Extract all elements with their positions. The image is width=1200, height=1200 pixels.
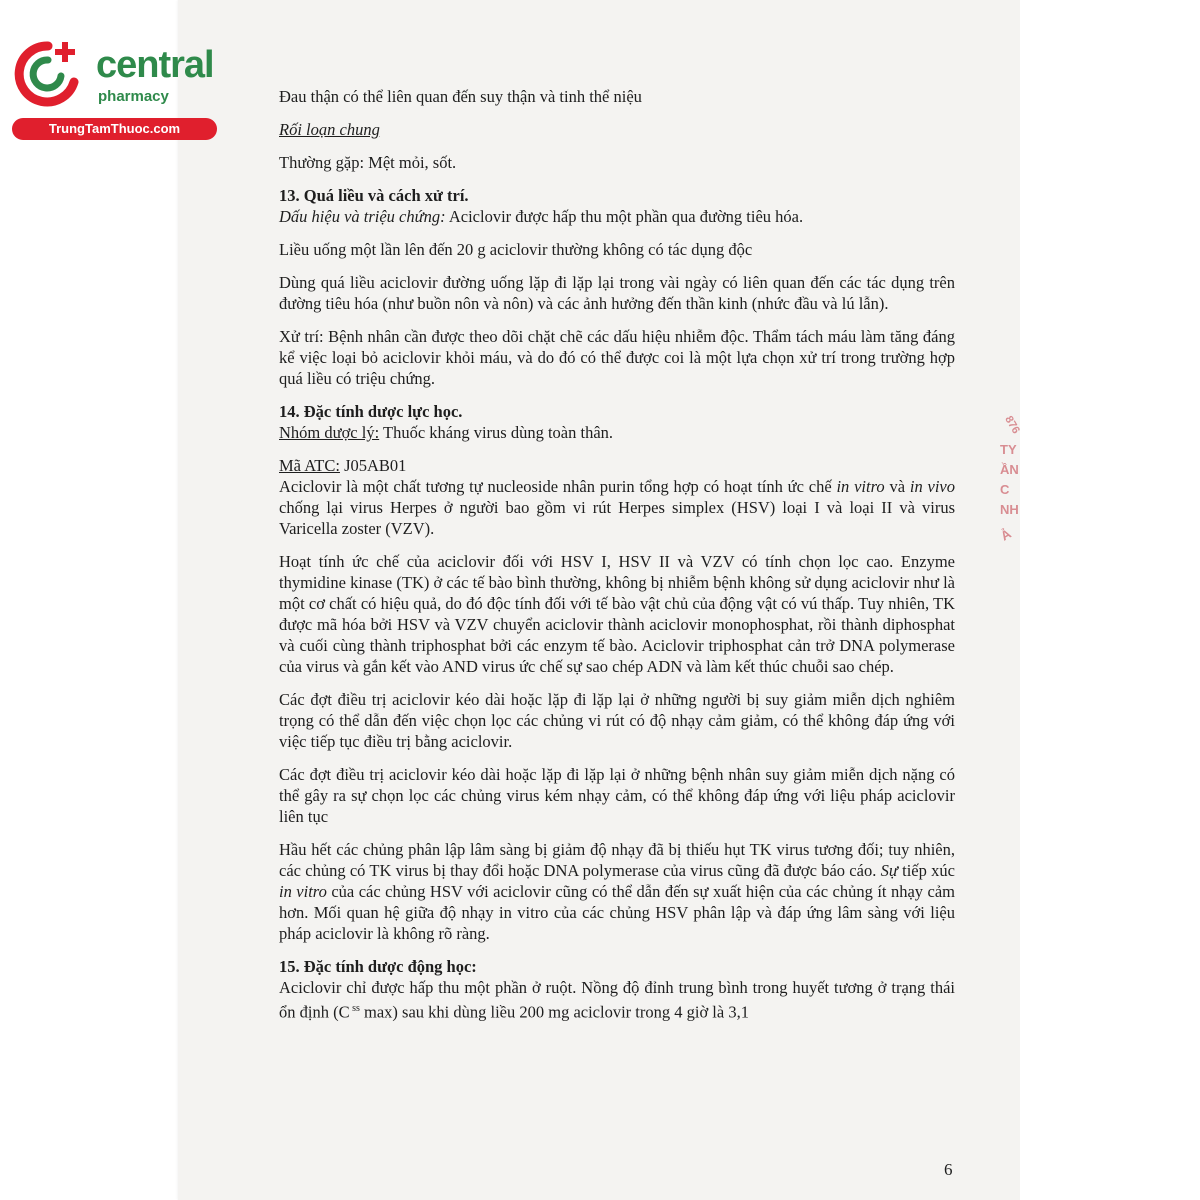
paragraph-absorption [279,977,955,1023]
paragraph-atc [279,455,955,476]
label-atc: Mã ATC: [279,456,340,475]
stamp-line: 876 [1002,414,1022,436]
stamp-line: NH [1000,502,1019,517]
paragraph-renal: Đau thận có thể liên quan đến suy thận và tinh thể niệu [279,87,642,106]
text-span: Hầu hết các chủng phân lập lâm sàng bị giảm độ nhạy đã bị thiếu hụt TK virus tương đối; tuy nhiên, các chủng có TK virus bị thay đổi hoặc DNA polymerase của virus cũng đã được báo cáo. [279,840,955,880]
page-number: 6 [944,1160,953,1179]
text-group: Thuốc kháng virus dùng toàn thân. [379,423,614,442]
text-span: của các chủng HSV với aciclovir cũng có thể dẫn đến sự xuất hiện của các chủng ít nhạy cảm hơn. Mối quan hệ giữa độ nhạy in vitro của các chủng HSV phân lập và đáp ứng lâm sàng với liệu pháp aciclovir là không rõ ràng. [279,882,955,943]
heading-pharmacodynamics: 14. Đặc tính dược lực học. [279,402,463,421]
stamp-fragment [998,414,1030,560]
text-span-italic: Sự [880,861,898,880]
pharmacy-logo[interactable] [8,38,218,138]
subheading-general-disorders: Rối loạn chung [279,120,380,139]
stamp-line: Ả [998,525,1014,544]
text-span-italic: in vivo [909,477,956,496]
text-span: chống lại virus Herpes ở người bao gồm vi rút Herpes simplex (HSV) loại I và loại II và virus Varicella zoster (VZV). [279,498,955,538]
logo-mark-icon [8,38,88,108]
page-margin [1020,0,1200,1200]
logo-brand: central [96,44,214,86]
paragraph-repeated-dose: Dùng quá liều aciclovir đường uống lặp đi lặp lại trong vài ngày có liên quan đến các tác dụng trên đường tiêu hóa (như buồn nôn và nôn) và các ảnh hưởng đến thần kinh (nhức đầu và lú lẫn). [279,273,955,313]
paragraph-resistance-2: Các đợt điều trị aciclovir kéo dài hoặc lặp đi lặp lại ở những bệnh nhân suy giảm miễn dịch nặng có thể gây ra sự chọn lọc các chủng virus kém nhạy cảm, có thể không đáp ứng với liệu pháp aciclovir liên tục [279,765,955,826]
text-span: tiếp xúc [897,861,955,880]
text-span-italic: in vitro [836,477,885,496]
stamp-line: ẦN [1000,462,1019,477]
stamp-line: TY [1000,442,1017,457]
text-span: Aciclovir là một chất tương tự nucleoside nhân purin tổng hợp có hoạt tính ức chế [279,477,837,496]
paragraph-mechanism [279,476,955,539]
heading-overdose: 13. Quá liều và cách xử trí. [279,186,469,205]
text-span: Aciclovir chỉ được hấp thu một phần ở ruột. Nồng độ đỉnh trung bình trong huyết tương ở trạng thái ổn định (C [279,978,955,1022]
label-signs: Dấu hiệu và triệu chứng: [279,207,446,226]
paragraph-selectivity: Hoạt tính ức chế của aciclovir đối với HSV I, HSV II và VZV có tính chọn lọc cao. Enzyme thymidine kinase (TK) ở các tế bào bình thường, không bị nhiễm bệnh không sử dụng aciclovir như là một cơ chất có hiệu quả, do đó độc tính đối với tế bào vật chủ của động vật có vú thấp. Tuy nhiên, TK được mã hóa bởi HSV và VZV chuyển aciclovir thành aciclovir monophosphat, rồi thành diphosphat và cuối cùng thành triphosphat bởi các enzym tế bào. Aciclovir triphosphat cản trở DNA polymerase của virus và gắn kết vào AND virus ức chế sự sao chép ADN và làm kết thúc chuỗi sao chép. [279,552,955,676]
heading-pharmacokinetics: 15. Đặc tính dược động học: [279,957,477,976]
logo-url[interactable]: TrungTamThuoc.com [12,118,217,140]
text-span: max) sau khi dùng liều 200 mg aciclovir trong 4 giờ là 3,1 [359,1002,749,1022]
text-span-italic: in vitro [279,882,327,901]
text-span: và [884,477,910,496]
paragraph-signs [279,206,955,227]
paragraph-resistance-1: Các đợt điều trị aciclovir kéo dài hoặc lặp đi lặp lại ở những người bị suy giảm miễn dịch nghiêm trọng có thể dẫn đến việc chọn lọc các chủng vi rút có độ nhạy cảm giảm, có thể không đáp ứng với việc tiếp tục điều trị bằng aciclovir. [279,690,955,751]
paragraph-single-dose: Liều uống một lần lên đến 20 g aciclovir thường không có tác dụng độc [279,240,753,259]
paragraph-group [279,422,955,443]
paragraph-isolates [279,839,955,944]
logo-subtitle: pharmacy [98,88,169,105]
superscript: ss [349,1003,360,1014]
document-content [279,86,955,1023]
text-atc: J05AB01 [339,456,407,475]
stamp-line: C [1000,482,1010,497]
text-signs: Aciclovir được hấp thu một phần qua đường tiêu hóa. [445,207,804,226]
label-group: Nhóm dược lý: [279,423,380,442]
paragraph-common: Thường gặp: Mệt mỏi, sốt. [279,153,457,172]
paragraph-treatment: Xử trí: Bệnh nhân cần được theo dõi chặt chẽ các dấu hiệu nhiễm độc. Thẩm tách máu làm tăng đáng kể việc loại bỏ aciclovir khỏi máu, và do đó có thể được coi là một lựa chọn xử trí trong trường hợp quá liều có triệu chứng. [279,327,955,388]
